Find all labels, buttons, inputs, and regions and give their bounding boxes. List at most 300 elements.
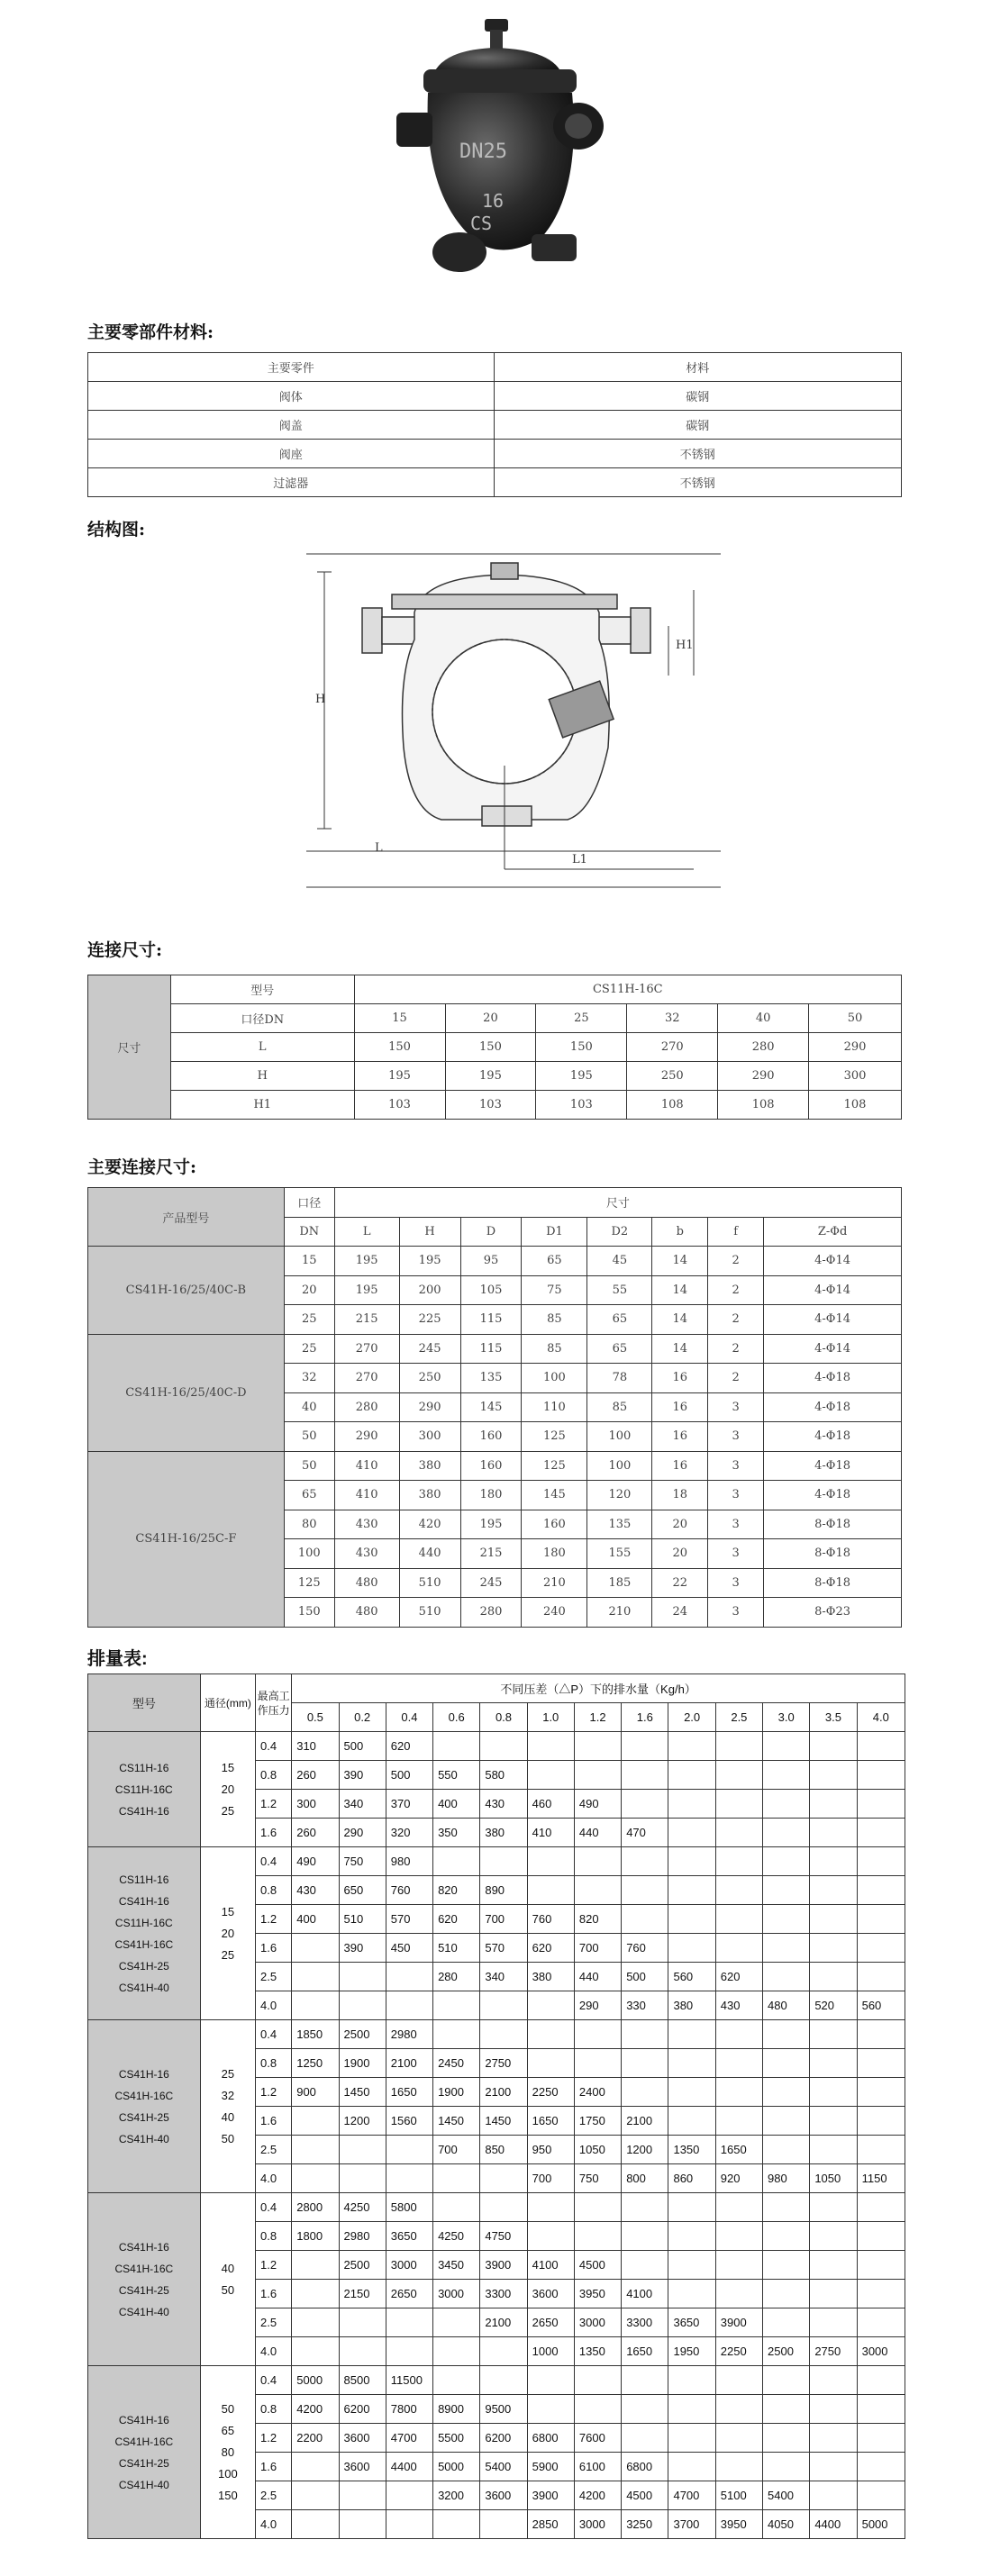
table-cell [433, 2366, 480, 2395]
table-cell [386, 1963, 432, 1991]
table-cell: 22 [652, 1568, 708, 1598]
table-cell: 300 [292, 1790, 339, 1819]
main-size-label: 尺寸 [334, 1188, 901, 1218]
table-cell [292, 1934, 339, 1963]
table-cell: 950 [527, 2136, 574, 2164]
table-cell: 4-Φ18 [764, 1392, 902, 1422]
table-cell: 180 [460, 1481, 522, 1510]
table-cell [622, 2193, 668, 2222]
diameter-value: 50 [221, 2131, 235, 2145]
table-cell: 350 [433, 1819, 480, 1847]
diameter-value: 50 [221, 2282, 235, 2297]
table-cell [715, 1847, 762, 1876]
table-cell [857, 1963, 905, 1991]
table-row [88, 1091, 902, 1120]
table-cell [292, 2251, 339, 2280]
table-cell: 1560 [386, 2107, 432, 2136]
table-cell [763, 2222, 810, 2251]
table-cell: 24 [652, 1598, 708, 1628]
table-cell: 4500 [622, 2481, 668, 2510]
table-cell: 80 [284, 1510, 334, 1539]
table-cell: 400 [433, 1790, 480, 1819]
main-connection-table [87, 1187, 902, 1628]
table-cell: 850 [480, 2136, 527, 2164]
diameter-value: 20 [221, 1926, 235, 1940]
table-cell: 16 [652, 1422, 708, 1452]
table-cell: 270 [334, 1334, 399, 1364]
diameter-group [200, 2366, 255, 2539]
table-cell: 125 [522, 1422, 587, 1452]
max-pressure: 1.2 [256, 1790, 292, 1819]
model-name: CS41H-25 [118, 2456, 169, 2470]
table-cell: 2100 [622, 2107, 668, 2136]
table-cell: 3000 [386, 2251, 432, 2280]
table-cell: 1050 [810, 2164, 857, 2193]
pressure-header: 1.0 [527, 1703, 574, 1732]
table-cell: 2980 [386, 2020, 432, 2049]
model-name: CS41H-16C [114, 1937, 174, 1951]
table-cell [857, 1876, 905, 1905]
table-cell: 370 [386, 1790, 432, 1819]
table-cell [810, 2366, 857, 2395]
max-pressure: 2.5 [256, 2308, 292, 2337]
table-cell: 145 [522, 1481, 587, 1510]
table-cell [763, 2395, 810, 2424]
table-cell: 65 [284, 1481, 334, 1510]
table-cell: 120 [587, 1481, 652, 1510]
table-cell: 500 [622, 1963, 668, 1991]
table-cell: 碳钢 [494, 411, 902, 440]
table-cell: 3600 [339, 2453, 386, 2481]
table-cell [857, 2453, 905, 2481]
table-cell: 50 [284, 1422, 334, 1452]
table-cell: 3900 [527, 2481, 574, 2510]
table-cell: 820 [433, 1876, 480, 1905]
table-cell: 3 [708, 1392, 764, 1422]
table-cell: 2250 [715, 2337, 762, 2366]
diameter-group [200, 1732, 255, 1847]
table-cell: 1900 [339, 2049, 386, 2078]
table-cell [574, 1732, 621, 1761]
table-cell [857, 2366, 905, 2395]
table-cell [668, 2424, 715, 2453]
table-cell: 430 [292, 1876, 339, 1905]
table-cell: 3000 [433, 2280, 480, 2308]
table-cell [292, 1963, 339, 1991]
table-cell: 20 [284, 1275, 334, 1305]
table-cell [810, 1761, 857, 1790]
table-cell [857, 1761, 905, 1790]
table-cell: 85 [522, 1305, 587, 1335]
table-cell: 过滤器 [88, 468, 495, 497]
table-cell: 1900 [433, 2078, 480, 2107]
connection-table [87, 975, 902, 1120]
diameter-value: 25 [221, 1947, 235, 1962]
pressure-header: 0.8 [480, 1703, 527, 1732]
table-cell: 620 [433, 1905, 480, 1934]
diameter-value: 20 [221, 1782, 235, 1796]
table-cell: 245 [460, 1568, 522, 1598]
table-cell [715, 1732, 762, 1761]
table-cell [433, 2308, 480, 2337]
table-cell: 280 [334, 1392, 399, 1422]
table-cell: 15 [354, 1004, 445, 1033]
table-cell [857, 2280, 905, 2308]
table-cell: 510 [399, 1598, 460, 1628]
max-pressure: 0.4 [256, 2366, 292, 2395]
table-cell: 580 [480, 1761, 527, 1790]
table-cell [386, 2136, 432, 2164]
table-cell [292, 1991, 339, 2020]
table-cell: 16 [652, 1451, 708, 1481]
model-name: CS41H-16 [118, 1894, 169, 1908]
max-pressure: 2.5 [256, 2481, 292, 2510]
table-cell: 2980 [339, 2222, 386, 2251]
table-row [88, 411, 902, 440]
table-cell: 不锈钢 [494, 440, 902, 468]
materials-heading: 主要零部件材料: [87, 322, 214, 342]
model-name: CS41H-16C [114, 2435, 174, 2448]
table-cell: 620 [715, 1963, 762, 1991]
table-cell: 103 [445, 1091, 536, 1120]
table-cell: 5400 [480, 2453, 527, 2481]
table-cell: 16 [652, 1392, 708, 1422]
diameter-value: 65 [221, 2423, 235, 2437]
table-row [88, 1033, 902, 1062]
table-cell: 1000 [527, 2337, 574, 2366]
table-cell: 210 [522, 1568, 587, 1598]
table-cell [433, 1991, 480, 2020]
table-cell: 410 [334, 1451, 399, 1481]
table-cell: 16 [652, 1364, 708, 1393]
table-cell [715, 1761, 762, 1790]
table-cell: 300 [809, 1062, 902, 1091]
table-cell: 3650 [668, 2308, 715, 2337]
table-cell [480, 2020, 527, 2049]
table-cell: 430 [480, 1790, 527, 1819]
table-cell: 2200 [292, 2424, 339, 2453]
table-cell: 135 [460, 1364, 522, 1393]
table-cell [574, 1761, 621, 1790]
table-cell [527, 1876, 574, 1905]
table-cell: 5100 [715, 2481, 762, 2510]
diameter-value: 32 [221, 2088, 235, 2102]
table-cell: 8-Φ18 [764, 1510, 902, 1539]
table-cell: 4-Φ14 [764, 1334, 902, 1364]
model-name: CS41H-16 [118, 2067, 169, 2081]
table-cell: 3 [708, 1481, 764, 1510]
table-cell [857, 2020, 905, 2049]
table-cell [715, 2395, 762, 2424]
table-cell [763, 1819, 810, 1847]
model-name: CS41H-40 [118, 2478, 169, 2491]
table-cell: 410 [334, 1481, 399, 1510]
table-cell: 760 [622, 1934, 668, 1963]
table-cell [668, 1847, 715, 1876]
table-cell: 2100 [480, 2308, 527, 2337]
diameter-group [200, 2193, 255, 2366]
table-cell [622, 2424, 668, 2453]
table-cell [339, 2308, 386, 2337]
table-cell: 560 [668, 1963, 715, 1991]
max-pressure: 4.0 [256, 2510, 292, 2539]
table-cell [292, 2107, 339, 2136]
table-cell [857, 2222, 905, 2251]
table-cell: 4250 [433, 2222, 480, 2251]
table-cell: 8-Φ18 [764, 1539, 902, 1569]
pressure-header: 0.5 [292, 1703, 339, 1732]
table-cell: 760 [527, 1905, 574, 1934]
diameter-value: 25 [221, 2066, 235, 2081]
table-cell [668, 2222, 715, 2251]
diameter-value: 15 [221, 1904, 235, 1918]
table-cell [339, 1963, 386, 1991]
table-cell: 1650 [715, 2136, 762, 2164]
connection-model-label: 型号 [170, 975, 354, 1004]
max-pressure: 0.8 [256, 1761, 292, 1790]
table-cell: 280 [433, 1963, 480, 1991]
table-cell [668, 2453, 715, 2481]
table-cell [810, 2308, 857, 2337]
table-cell: 100 [587, 1422, 652, 1452]
table-cell: 125 [522, 1451, 587, 1481]
table-cell: 330 [622, 1991, 668, 2020]
model-group [88, 2193, 201, 2366]
table-cell: 20 [445, 1004, 536, 1033]
table-cell [480, 1732, 527, 1761]
table-cell [433, 2337, 480, 2366]
row-label: H1 [170, 1091, 354, 1120]
table-cell: 440 [574, 1963, 621, 1991]
table-cell [292, 2337, 339, 2366]
model-name: CS11H-16 [119, 1873, 169, 1886]
max-pressure: 0.8 [256, 2049, 292, 2078]
table-cell: 260 [292, 1819, 339, 1847]
table-cell: 1200 [339, 2107, 386, 2136]
table-cell: 150 [536, 1033, 627, 1062]
table-cell: 1650 [527, 2107, 574, 2136]
table-cell [668, 1905, 715, 1934]
table-cell [433, 2510, 480, 2539]
table-cell: 3200 [433, 2481, 480, 2510]
table-cell [527, 2193, 574, 2222]
table-cell: 5500 [433, 2424, 480, 2453]
table-cell [810, 1790, 857, 1819]
table-cell [480, 2337, 527, 2366]
table-cell: 85 [587, 1392, 652, 1422]
table-cell [668, 2251, 715, 2280]
table-cell [574, 1876, 621, 1905]
diameter-value: 100 [217, 2466, 238, 2481]
table-cell [292, 2136, 339, 2164]
table-cell [763, 2049, 810, 2078]
max-pressure: 1.6 [256, 1934, 292, 1963]
table-cell [715, 1819, 762, 1847]
table-cell: 不锈钢 [494, 468, 902, 497]
pressure-header: 1.2 [574, 1703, 621, 1732]
table-cell: 20 [652, 1539, 708, 1569]
table-cell: 280 [718, 1033, 809, 1062]
table-cell [622, 1905, 668, 1934]
table-cell: 碳钢 [494, 382, 902, 411]
table-cell: 195 [354, 1062, 445, 1091]
table-cell [622, 1732, 668, 1761]
table-cell: 阀盖 [88, 411, 495, 440]
table-cell: 2500 [763, 2337, 810, 2366]
table-cell: 1200 [622, 2136, 668, 2164]
table-row [88, 353, 902, 382]
table-cell [810, 1934, 857, 1963]
table-cell: 510 [339, 1905, 386, 1934]
table-cell [292, 2164, 339, 2193]
diameter-value: 40 [221, 2261, 235, 2275]
model-name: CS41H-40 [118, 1981, 169, 1994]
table-cell: 4500 [574, 2251, 621, 2280]
table-cell [857, 2193, 905, 2222]
table-cell [715, 2078, 762, 2107]
table-cell [763, 2193, 810, 2222]
table-cell: 1450 [433, 2107, 480, 2136]
table-cell [668, 2107, 715, 2136]
table-cell [480, 1991, 527, 2020]
table-cell: 310 [292, 1732, 339, 1761]
table-cell: 40 [284, 1392, 334, 1422]
table-cell: 18 [652, 1481, 708, 1510]
pressure-header: 0.2 [339, 1703, 386, 1732]
table-cell [527, 2049, 574, 2078]
table-cell: 25 [284, 1334, 334, 1364]
table-row [88, 1334, 902, 1364]
table-cell [857, 2136, 905, 2164]
table-cell [715, 2251, 762, 2280]
table-cell: 320 [386, 1819, 432, 1847]
table-cell: 50 [809, 1004, 902, 1033]
model-name: CS41H-25 [118, 2283, 169, 2297]
product-marking-pressure: 16 [482, 190, 505, 212]
product-marking-dn: DN25 [459, 141, 507, 163]
table-cell [386, 2337, 432, 2366]
table-cell: 1800 [292, 2222, 339, 2251]
table-cell: 245 [399, 1334, 460, 1364]
table-cell: 3 [708, 1539, 764, 1569]
table-cell [810, 1847, 857, 1876]
table-cell [433, 2020, 480, 2049]
table-cell: 4-Φ14 [764, 1305, 902, 1335]
table-cell [810, 1905, 857, 1934]
table-cell [339, 2136, 386, 2164]
table-cell: 45 [587, 1247, 652, 1276]
table-cell: 3700 [668, 2510, 715, 2539]
table-cell: 2500 [339, 2251, 386, 2280]
model-name: CS11H-16C [114, 1782, 173, 1796]
pressure-header: 0.6 [433, 1703, 480, 1732]
table-cell [763, 1732, 810, 1761]
pressure-header: 3.0 [763, 1703, 810, 1732]
table-cell: 145 [460, 1392, 522, 1422]
table-cell [433, 1732, 480, 1761]
max-pressure: 0.8 [256, 1876, 292, 1905]
table-row [88, 440, 902, 468]
model-group [88, 2366, 201, 2539]
table-cell [857, 1905, 905, 1934]
table-cell: 32 [627, 1004, 718, 1033]
table-cell: 290 [339, 1819, 386, 1847]
table-cell: 650 [339, 1876, 386, 1905]
table-cell [810, 2481, 857, 2510]
table-cell [292, 2481, 339, 2510]
pressure-header: 3.5 [810, 1703, 857, 1732]
table-cell: 108 [718, 1091, 809, 1120]
table-cell [857, 2078, 905, 2107]
max-pressure: 1.2 [256, 2424, 292, 2453]
table-cell [622, 1847, 668, 1876]
table-cell [480, 2510, 527, 2539]
table-cell [527, 1732, 574, 1761]
table-cell: 4400 [810, 2510, 857, 2539]
table-cell: 340 [480, 1963, 527, 1991]
table-row [88, 975, 902, 1004]
table-cell: 75 [522, 1275, 587, 1305]
table-cell: 250 [399, 1364, 460, 1393]
table-cell [527, 2366, 574, 2395]
table-cell [574, 2395, 621, 2424]
table-cell [622, 1876, 668, 1905]
table-cell: 100 [284, 1539, 334, 1569]
table-cell: 380 [399, 1481, 460, 1510]
table-cell: 55 [587, 1275, 652, 1305]
model-group [88, 2020, 201, 2193]
table-cell: 3 [708, 1422, 764, 1452]
table-cell [810, 1963, 857, 1991]
table-cell [763, 1847, 810, 1876]
table-cell: 14 [652, 1334, 708, 1364]
table-cell: 115 [460, 1305, 522, 1335]
table-cell: 160 [460, 1451, 522, 1481]
column-header: b [652, 1217, 708, 1247]
table-cell: 195 [445, 1062, 536, 1091]
table-cell: 1950 [668, 2337, 715, 2366]
model-name: CS41H-25 [118, 1959, 169, 1973]
table-cell [292, 2280, 339, 2308]
table-cell: 2 [708, 1247, 764, 1276]
table-cell [668, 1790, 715, 1819]
diameter-value: 25 [221, 1803, 235, 1818]
diameter-group [200, 2020, 255, 2193]
table-cell: 210 [587, 1598, 652, 1628]
table-cell: 8900 [433, 2395, 480, 2424]
table-cell: 420 [399, 1510, 460, 1539]
table-cell: 2650 [527, 2308, 574, 2337]
table-cell: 1650 [386, 2078, 432, 2107]
table-cell [622, 2222, 668, 2251]
table-cell: 480 [334, 1568, 399, 1598]
table-cell: 14 [652, 1275, 708, 1305]
table-cell: 510 [433, 1934, 480, 1963]
table-cell [292, 2510, 339, 2539]
table-cell [810, 1819, 857, 1847]
table-cell [668, 2193, 715, 2222]
table-cell: 65 [522, 1247, 587, 1276]
table-cell: 7800 [386, 2395, 432, 2424]
table-cell [668, 2020, 715, 2049]
table-cell: 195 [536, 1062, 627, 1091]
table-cell [574, 2222, 621, 2251]
table-cell [857, 1847, 905, 1876]
dimension-h1-label: H1 [676, 639, 694, 652]
table-cell: 25 [284, 1305, 334, 1335]
model-name: CS41H-16 [118, 2240, 169, 2254]
model-name: CS41H-40 [118, 2132, 169, 2145]
